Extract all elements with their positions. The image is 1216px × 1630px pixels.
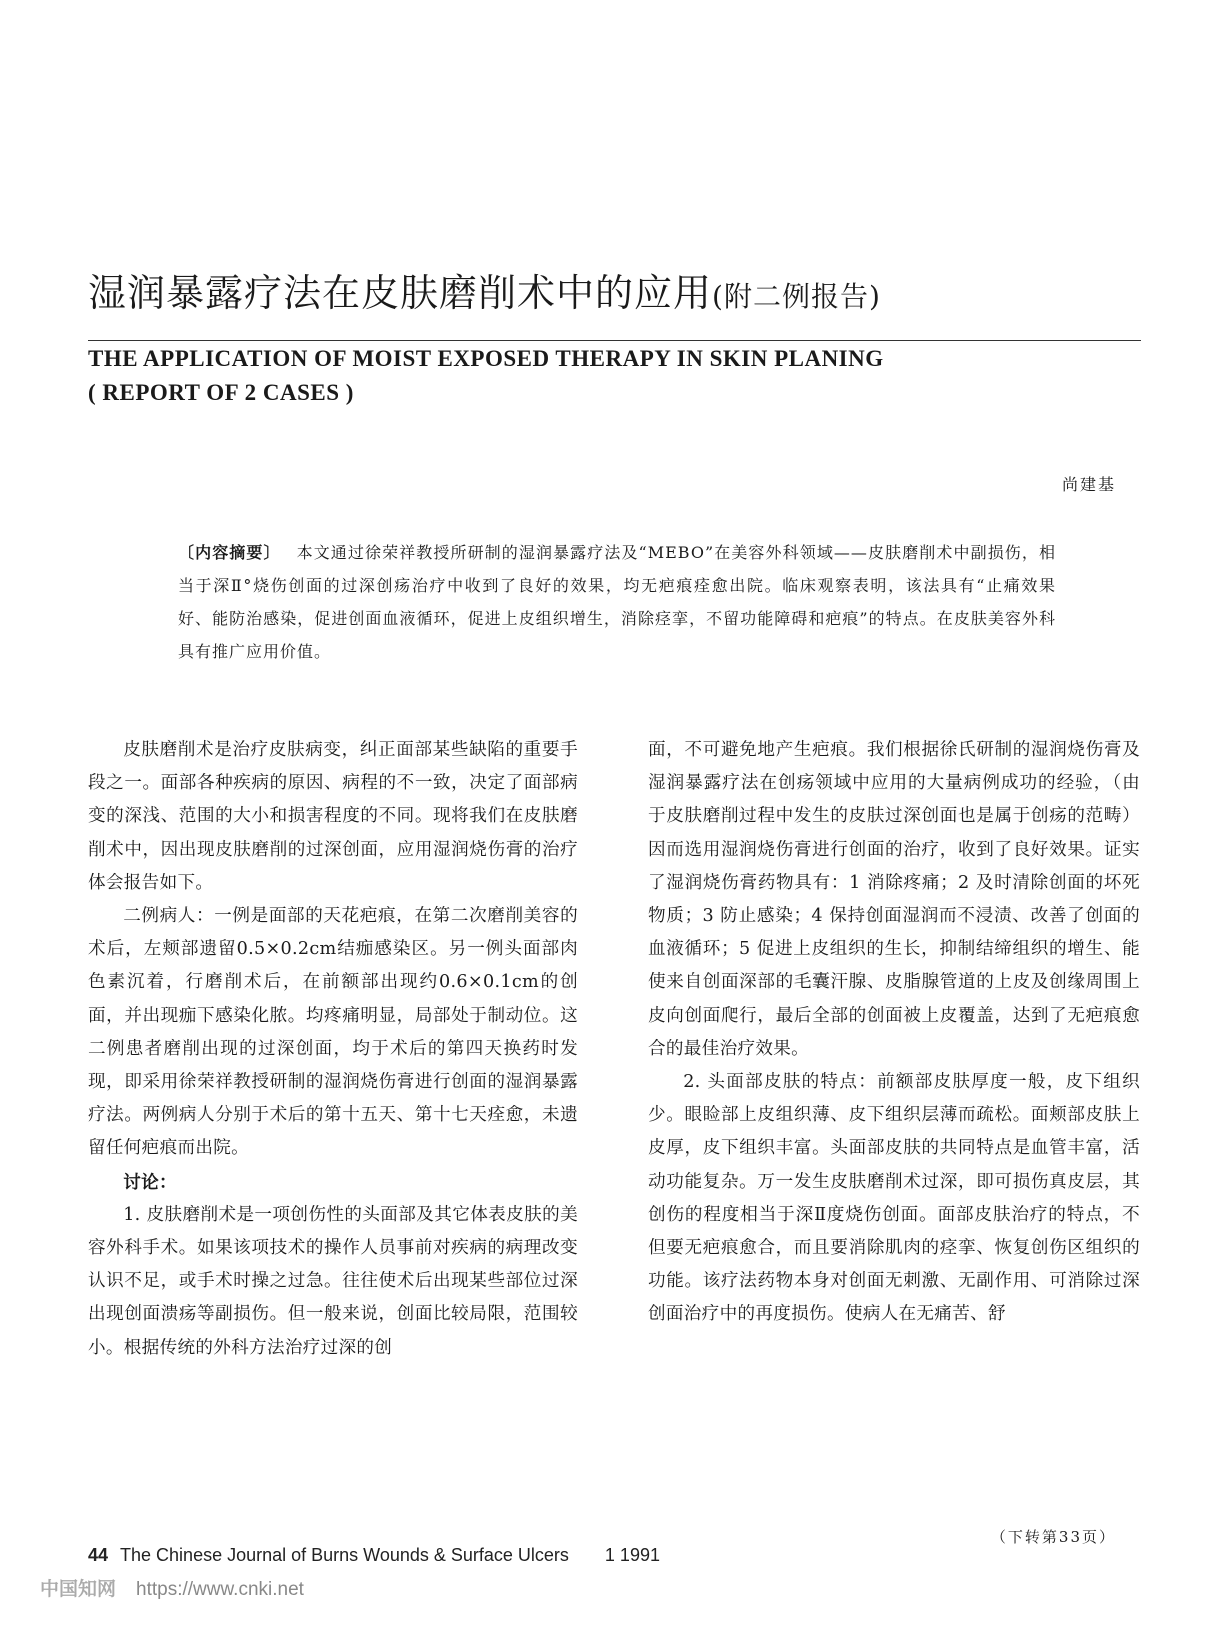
cnki-url: https://www.cnki.net [136,1579,304,1600]
article-title-en-line1: THE APPLICATION OF MOIST EXPOSED THERAPY IN SKIN PLANING [88,346,884,371]
abstract-block [178,536,1056,668]
author-name: 尚建基 [1061,475,1116,494]
paragraph-discussion-1-cont: 面，不可避免地产生疤痕。我们根据徐氏研制的湿润烧伤膏及湿润暴露疗法在创疡领域中应用的大量病例成功的经验，（由于皮肤磨削过程中发生的皮肤过深创面也是属于创疡的范畴）因而选用湿润烧伤膏进行创面的治疗，收到了良好效果。证实了湿润烧伤膏药物具有：1 消除疼痛；2 及时清除创面的坏死物质；3 防止感染；4 保持创面湿润而不浸渍、改善了创面的血液循环；5 促进上皮组织的生长，抑制结缔组织的增生、能使来自创面深部的毛囊汗腺、皮脂腺管道的上皮及创缘周围上皮向创面爬行，最后全部的创面被上皮覆盖，达到了无疤痕愈合的最佳治疗效果。 [648,740,1140,1059]
cnki-brand: 中国知网 [40,1579,117,1600]
paragraph-discussion-2: 2. 头面部皮肤的特点：前额部皮肤厚度一般，皮下组织少。眼睑部上皮组织薄、皮下组织层薄而疏松。面颊部皮肤上皮厚，皮下组织丰富。头面部皮肤的共同特点是血管丰富，活动功能复杂。万一发生皮肤磨削术过深，即可损伤真皮层，其创伤的程度相当于深Ⅱ度烧伤创面。面部皮肤治疗的特点，不但要无疤痕愈合，而且要消除肌肉的痉挛、恢复创伤区组织的功能。该疗法药物本身对创面无刺激、无副作用、可消除过深创面治疗中的再度损伤。使病人在无痛苦、舒 [648,1072,1140,1325]
cnki-watermark [40,1574,304,1601]
body-column-left [88,734,578,1365]
body-column-right [648,734,1140,1332]
section-heading-discussion: 讨论： [123,1171,177,1193]
page-footer [88,1545,660,1566]
paragraph-intro: 皮肤磨削术是治疗皮肤病变，纠正面部某些缺陷的重要手段之一。面部各种疾病的原因、病程的不一致，决定了面部病变的深浅、范围的大小和损害程度的不同。现将我们在皮肤磨削术中，因出现皮肤磨削的过深创面，应用湿润烧伤膏的治疗体会报告如下。 [88,740,578,893]
abstract-label: 〔内容摘要〕 [178,543,281,562]
continued-note: （下转第33页） [990,1528,1116,1546]
page-number: 44 [88,1545,109,1565]
title-divider [88,340,1141,341]
paragraph-cases: 二例病人：一例是面部的天花疤痕，在第二次磨削美容的术后，左颊部遗留0.5×0.2cm结痂感染区。另一例头面部肉色素沉着，行磨削术后，在前额部出现约0.6×0.1cm的创面，并出现痂下感染化脓。均疼痛明显，局部处于制动位。这二例患者磨削出现的过深创面，均于术后的第四天换药时发现，即采用徐荣祥教授研制的湿润烧伤膏进行创面的湿润暴露疗法。两例病人分别于术后的第十五天、第十七天痊愈，未遗留任何疤痕而出院。 [88,906,578,1159]
paragraph-discussion-1: 1. 皮肤磨削术是一项创伤性的头面部及其它体表皮肤的美容外科手术。如果该项技术的操作人员事前对疾病的病理改变认识不足，或手术时操之过急。往往使术后出现某些部位过深出现创面溃疡等副损伤。但一般来说，创面比较局限，范围较小。根据传统的外科方法治疗过深的创 [88,1204,578,1358]
title-subtitle: (附二例报告) [712,280,881,313]
abstract-text: 本文通过徐荣祥教授所研制的湿润暴露疗法及“MEBO”在美容外科领域——皮肤磨削术中副损伤，相当于深Ⅱ°烧伤创面的过深创疡治疗中收到了良好的效果，均无疤痕痊愈出院。临床观察表明，该法具有“止痛效果好、能防治感染，促进创面血液循环，促进上皮组织增生，消除痉挛，不留功能障碍和疤痕”的特点。在皮肤美容外科具有推广应用价值。 [178,543,1056,661]
journal-name: The Chinese Journal of Burns Wounds & Surface Ulcers [120,1545,569,1565]
title-main: 湿润暴露疗法在皮肤磨削术中的应用 [88,271,713,315]
article-title-cn [88,262,881,317]
article-title-en-line2: ( REPORT OF 2 CASES ) [88,380,354,405]
journal-issue: 1 1991 [604,1545,660,1565]
